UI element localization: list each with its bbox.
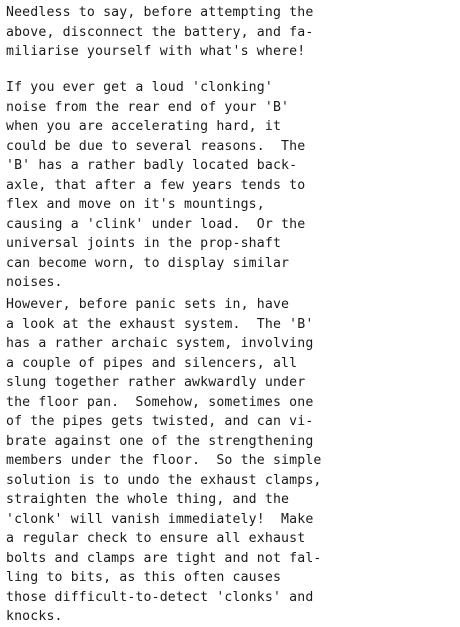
paragraph-battery-warning	[6, 3, 313, 62]
text-line: a look at the exhaust system. The 'B'	[6, 316, 314, 332]
text-line: has a rather archaic system, involving	[6, 336, 314, 351]
text-line: universal joints in the prop-shaft	[6, 236, 282, 251]
text-line: when you are accelerating hard, it	[6, 119, 282, 134]
text-line: knocks.	[6, 609, 63, 624]
text-line: members under the floor. So the simple	[6, 453, 322, 468]
text-line: However, before panic sets in, have	[6, 297, 290, 312]
text-line: axle, that after a few years tends to	[6, 177, 306, 193]
text-line: a couple of pipes and silencers, all	[6, 355, 298, 371]
text-line: above, disconnect the battery, and fa-	[6, 24, 314, 40]
text-line: of the pipes gets twisted, and can vi-	[6, 414, 314, 429]
text-line: brate against one of the strengthening	[6, 433, 314, 449]
text-line: bolts and clamps are tight and not fal-	[6, 550, 322, 566]
text-line: could be due to several reasons. The	[6, 138, 306, 154]
text-line: 'clonk' will vanish immediately! Make	[6, 511, 314, 527]
text-line: miliarise yourself with what's where!	[6, 44, 306, 59]
text-line: flex and move on it's mountings,	[6, 197, 265, 212]
text-line: those difficult-to-detect 'clonks' and	[6, 589, 314, 605]
text-line: ling to bits, as this often causes	[6, 570, 282, 585]
text-line: Needless to say, before attempting the	[6, 5, 314, 20]
text-line: noises.	[6, 275, 63, 290]
paragraph-clonking-noise	[6, 78, 305, 293]
text-line: slung together rather awkwardly under	[6, 375, 306, 390]
text-line: a regular check to ensure all exhaust	[6, 531, 306, 546]
text-line: causing a 'clink' under load. Or the	[6, 216, 306, 232]
text-line: straighten the whole thing, and the	[6, 492, 290, 507]
text-line: can become worn, to display similar	[6, 255, 290, 271]
text-line: If you ever get a loud 'clonking'	[6, 80, 273, 95]
text-line: 'B' has a rather badly located back-	[6, 158, 298, 173]
paragraph-exhaust-system	[6, 295, 322, 627]
text-line: noise from the rear end of your 'B'	[6, 99, 290, 115]
text-line: the floor pan. Somehow, sometimes one	[6, 394, 314, 410]
text-line: solution is to undo the exhaust clamps,	[6, 472, 322, 488]
